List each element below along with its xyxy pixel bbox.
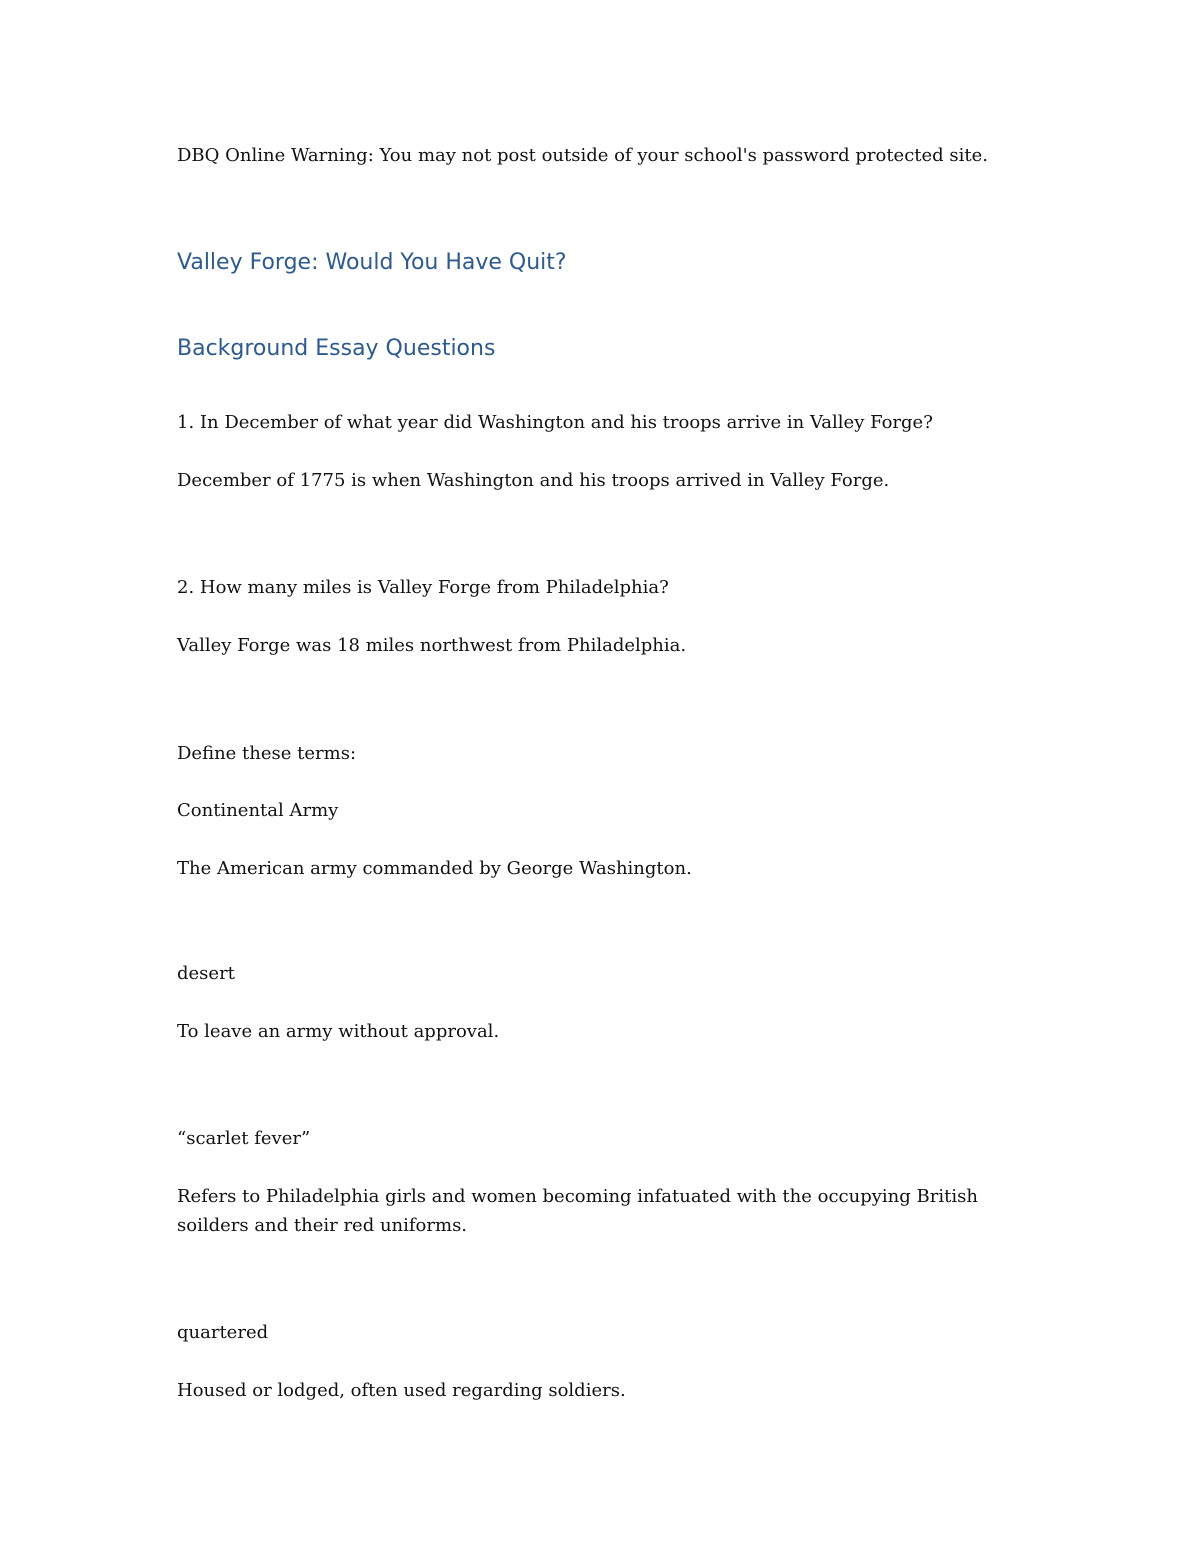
answer-2: Valley Forge was 18 miles northwest from Philadelphia. <box>177 635 687 656</box>
terms-intro: Define these terms: <box>177 743 357 764</box>
definition-quartered: Housed or lodged, often used regarding soldiers. <box>177 1380 626 1401</box>
term-scarlet-fever: “scarlet fever” <box>177 1128 311 1149</box>
definition-desert: To leave an army without approval. <box>177 1021 500 1042</box>
definition-scarlet-fever: Refers to Philadelphia girls and women becoming infatuated with the occupying British soilders and their red uniforms. <box>177 1186 978 1236</box>
term-desert: desert <box>177 963 235 984</box>
term-quartered: quartered <box>177 1322 269 1343</box>
document-title: Valley Forge: Would You Have Quit? <box>177 250 567 275</box>
section-heading: Background Essay Questions <box>177 336 496 361</box>
definition-continental-army: The American army commanded by George Washington. <box>177 858 692 879</box>
question-1: 1. In December of what year did Washington and his troops arrive in Valley Forge? <box>177 412 933 433</box>
answer-1: December of 1775 is when Washington and his troops arrived in Valley Forge. <box>177 470 890 491</box>
warning-text: DBQ Online Warning: You may not post outside of your school's password protected site. <box>177 145 989 166</box>
question-2: 2. How many miles is Valley Forge from Philadelphia? <box>177 577 669 598</box>
term-continental-army: Continental Army <box>177 800 339 821</box>
